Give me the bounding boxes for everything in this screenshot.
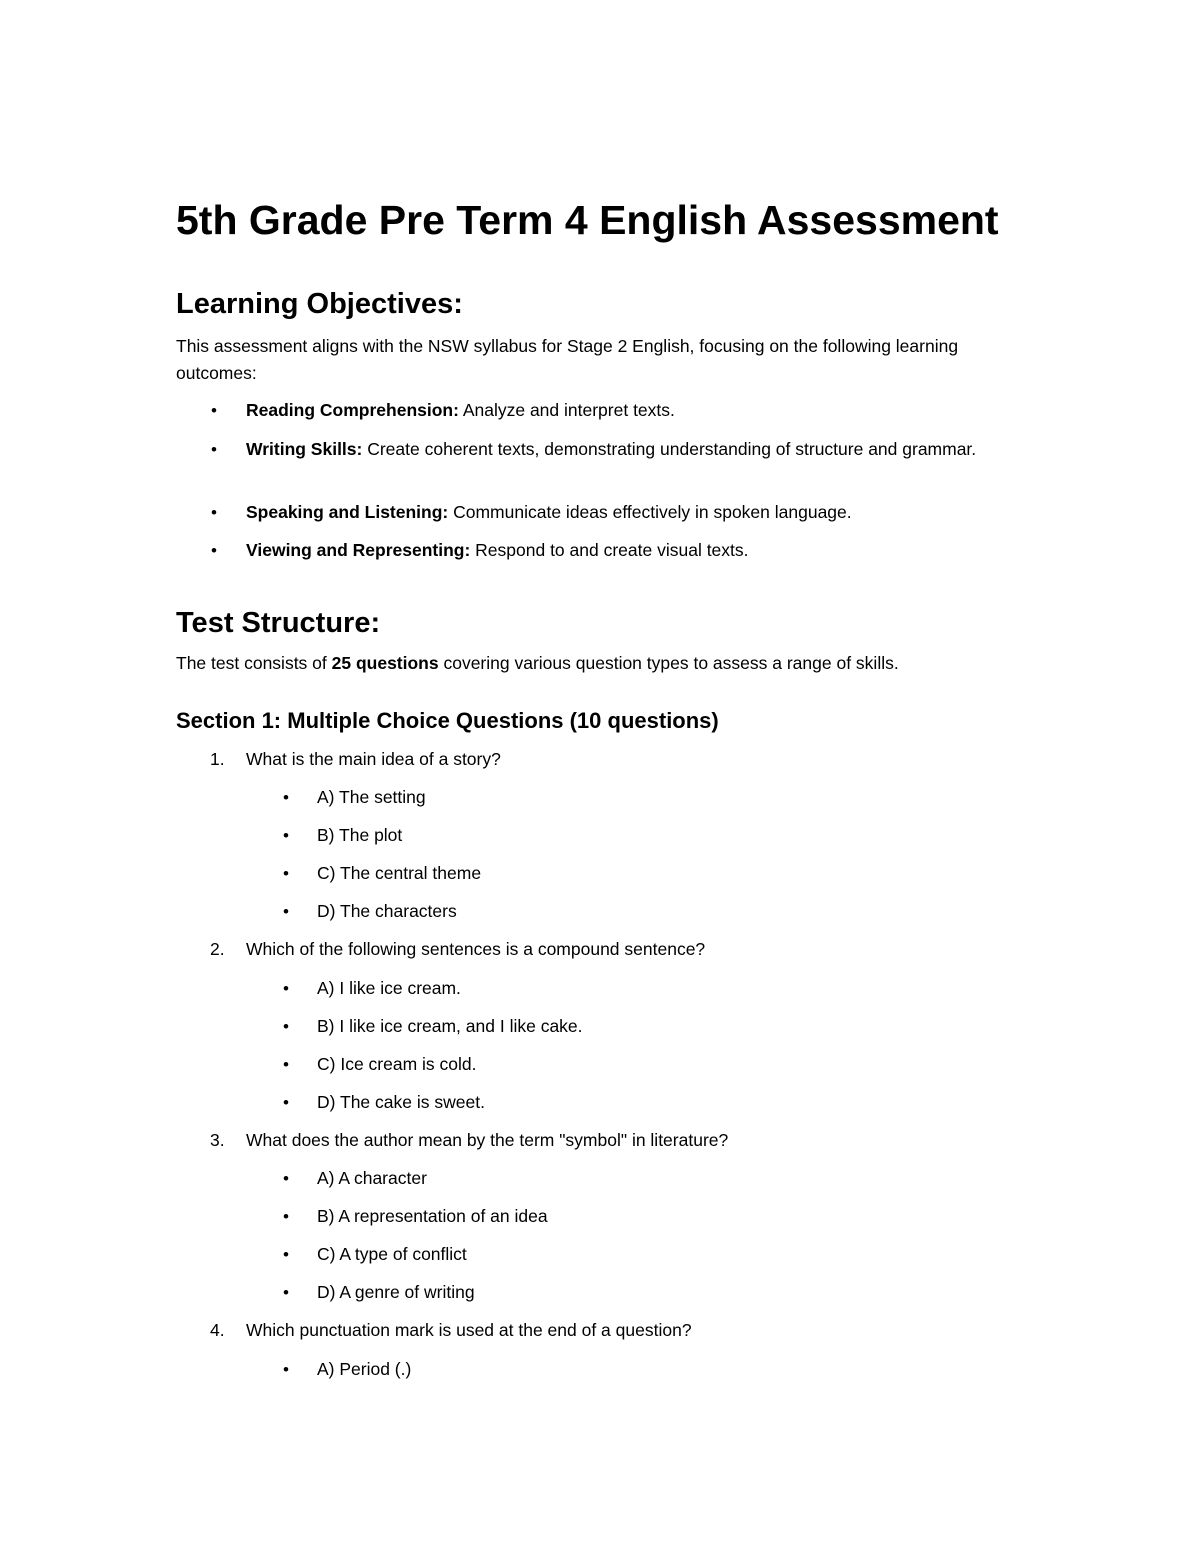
bullet-icon: • <box>283 1245 289 1264</box>
answer-option: C) A type of conflict <box>317 1244 467 1264</box>
objective-term: Writing Skills <box>246 439 357 459</box>
document-title: 5th Grade Pre Term 4 English Assessment <box>176 197 999 243</box>
answer-option: B) The plot <box>317 825 403 845</box>
answer-option: D) The cake is sweet. <box>317 1092 485 1112</box>
question-text: What does the author mean by the term "symbol" in literature? <box>246 1130 729 1150</box>
bullet-icon: • <box>283 1360 289 1379</box>
answer-option: B) I like ice cream, and I like cake. <box>317 1016 583 1036</box>
objective-term: Speaking and Listening <box>246 502 443 522</box>
bullet-icon: • <box>211 401 217 420</box>
answer-option: A) Period (.) <box>317 1359 412 1379</box>
question-number: 3. <box>210 1130 225 1150</box>
bullet-icon: • <box>211 440 217 459</box>
question-text: Which punctuation mark is used at the end of a question? <box>246 1320 692 1340</box>
bullet-icon: • <box>283 1093 289 1112</box>
bullet-icon: • <box>283 979 289 998</box>
objective-description: Respond to and create visual texts. <box>470 540 749 560</box>
objective-item <box>246 397 1006 424</box>
bullet-icon: • <box>211 541 217 560</box>
objective-colon: : <box>464 540 471 560</box>
objective-colon: : <box>356 439 363 459</box>
test-structure-heading: Test Structure: <box>176 607 381 639</box>
answer-option: C) The central theme <box>317 863 482 883</box>
learning-objectives-heading: Learning Objectives: <box>176 288 463 320</box>
question-text: Which of the following sentences is a compound sentence? <box>246 939 706 959</box>
objective-item <box>246 499 1006 526</box>
bullet-icon: • <box>283 826 289 845</box>
objective-colon: : <box>442 502 449 522</box>
question-number: 4. <box>210 1320 225 1340</box>
answer-option: D) A genre of writing <box>317 1282 475 1302</box>
bullet-icon: • <box>283 902 289 921</box>
question-text: What is the main idea of a story? <box>246 749 501 769</box>
question-count: 25 questions <box>331 653 439 673</box>
answer-option: A) A character <box>317 1168 427 1188</box>
answer-option: A) I like ice cream. <box>317 978 461 998</box>
bullet-icon: • <box>283 788 289 807</box>
test-structure-text-before: The test consists of <box>176 653 332 673</box>
bullet-icon: • <box>283 864 289 883</box>
bullet-icon: • <box>283 1055 289 1074</box>
objective-colon: : <box>453 400 459 420</box>
bullet-icon: • <box>211 503 217 522</box>
objective-term: Viewing and Representing <box>246 540 465 560</box>
section1-heading: Section 1: Multiple Choice Questions (10 questions) <box>176 708 719 733</box>
answer-option: C) Ice cream is cold. <box>317 1054 477 1074</box>
objective-item <box>246 537 1006 564</box>
question-number: 1. <box>210 749 225 769</box>
bullet-icon: • <box>283 1017 289 1036</box>
answer-option: A) The setting <box>317 787 426 807</box>
objective-item <box>246 436 1006 463</box>
bullet-icon: • <box>283 1207 289 1226</box>
answer-option: B) A representation of an idea <box>317 1206 548 1226</box>
test-structure-text <box>176 650 996 677</box>
objective-description: Communicate ideas effectively in spoken language. <box>448 502 852 522</box>
learning-objectives-intro: This assessment aligns with the NSW syllabus for Stage 2 English, focusing on the following learning outcomes: <box>176 336 959 383</box>
objective-term: Reading Comprehension <box>246 400 454 420</box>
test-structure-text-after: covering various question types to assess a range of skills. <box>438 653 899 673</box>
bullet-icon: • <box>283 1169 289 1188</box>
question-number: 2. <box>210 939 225 959</box>
answer-option: D) The characters <box>317 901 457 921</box>
objective-description: Analyze and interpret texts. <box>458 400 675 420</box>
objective-description: Create coherent texts, demonstrating understanding of structure and grammar. <box>362 439 977 459</box>
bullet-icon: • <box>283 1283 289 1302</box>
